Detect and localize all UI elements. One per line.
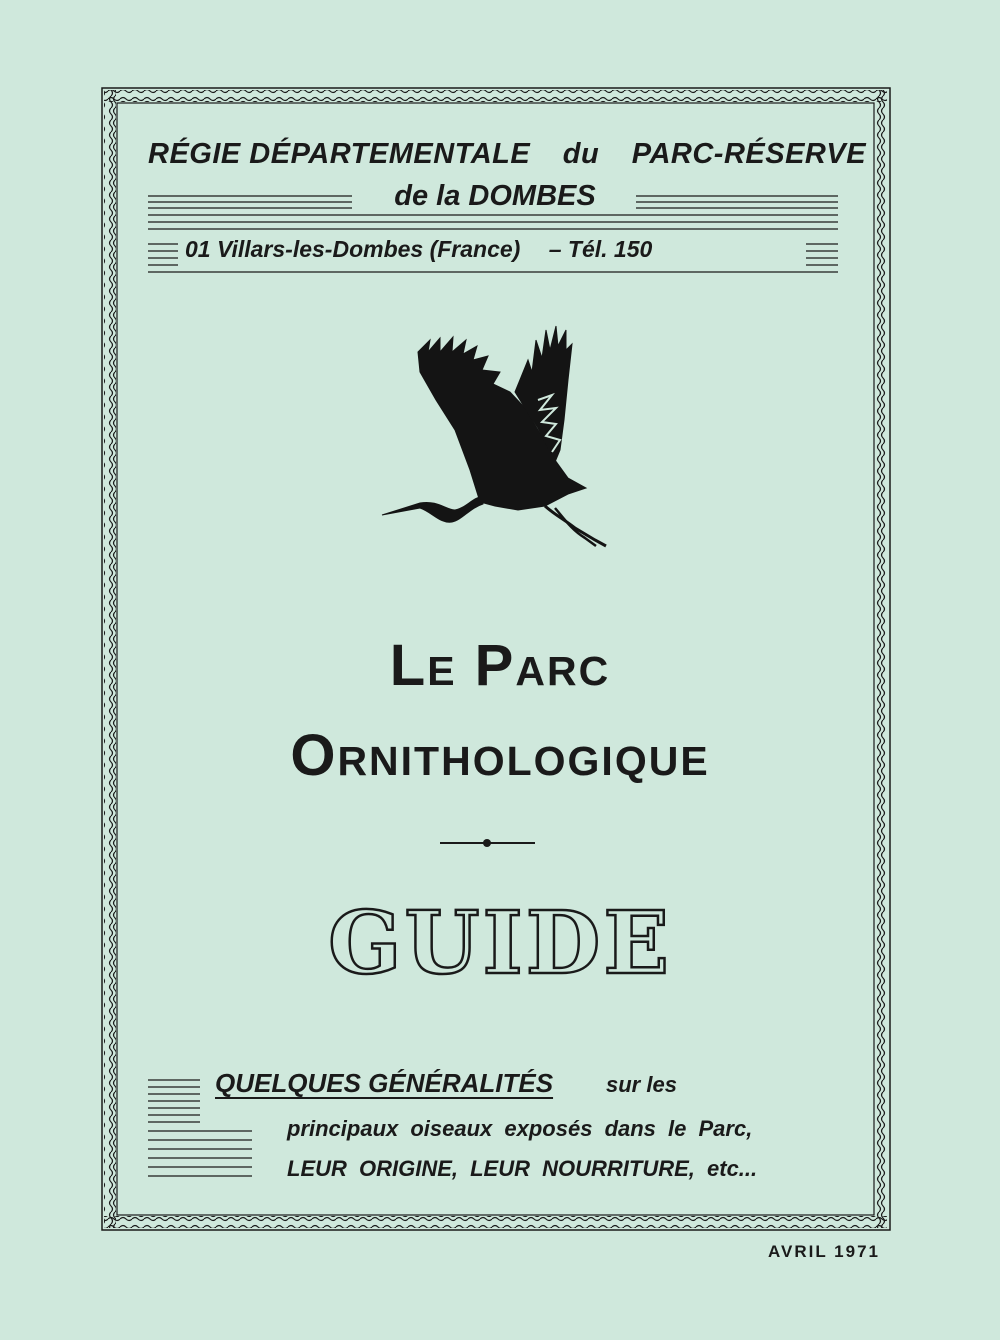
guide-title: GUIDE xyxy=(328,893,672,994)
summary-sur: sur les xyxy=(606,1072,677,1097)
main-title-line-2: Ornithologique xyxy=(290,723,710,788)
heron-in-flight-icon xyxy=(382,326,606,546)
address: 01 Villars-les-Dombes (France) xyxy=(185,236,521,262)
organization-name xyxy=(148,138,867,171)
summary-line-3: LEUR ORIGINE, LEUR NOURRITURE, etc... xyxy=(287,1156,758,1181)
organization-location: de la DOMBES xyxy=(394,180,596,212)
summary-heading: QUELQUES GÉNÉRALITÉS xyxy=(215,1068,554,1098)
org-name-part-3: PARC-RÉSERVE xyxy=(631,138,867,170)
publication-date: AVRIL 1971 xyxy=(768,1242,880,1261)
summary-line-2: principaux oiseaux exposés dans le Parc, xyxy=(287,1116,753,1141)
phone: – Tél. 150 xyxy=(548,236,653,262)
main-title-line-1: Le Parc xyxy=(389,633,611,698)
address-line xyxy=(185,236,805,263)
org-name-part-2: du xyxy=(562,138,600,170)
org-name-part-1: RÉGIE DÉPARTEMENTALE xyxy=(148,138,531,170)
title-divider xyxy=(440,839,535,847)
